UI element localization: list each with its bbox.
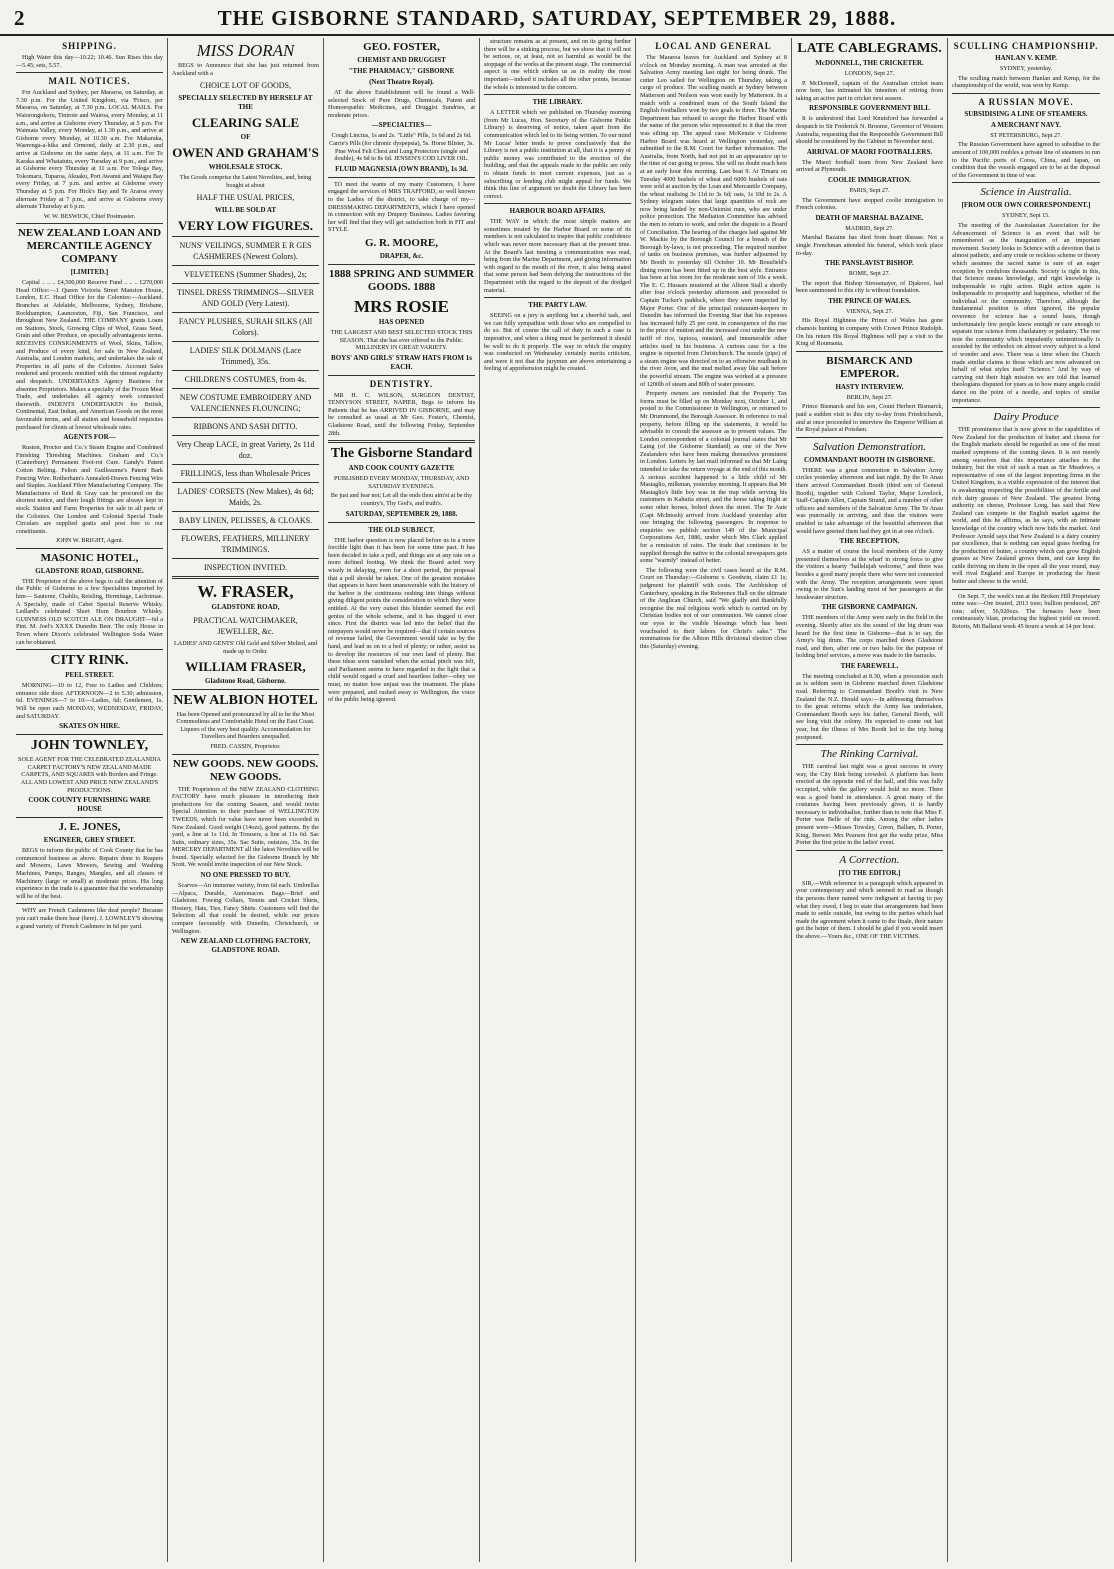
foster-shop: "THE PHARMACY," GISBORNE [348,67,455,75]
townley-text: SOLE AGENT FOR THE CELEBRATED ZEALANDIA CARPET FACTORY'S NEW ZEALAND MADE CARPETS, AND SQUARES with Borders and Fringe. ALL AND LOWEST AND PRICE NEW ZEALAND'S PRODUCTIONS. [18,756,161,794]
continued-text: structure remains as at present, and on its going further there will be a sinking process, but we show that it will not be serious, or, at least, not so harmful as would be the stoppage of the works at the present stage. The commercial aspect is one which strikes us as in reality the most important—indeed it includes all the other points, because the whole is interested in the concern. [484,38,631,91]
science-date: SYDNEY, Sept 15. [1002,212,1050,220]
specially-selected: SPECIALLY SELECTED BY HERSELF AT THE [178,94,313,112]
rink-heading: CITY RINK. [50,653,129,669]
choice-lot: CHOICE LOT OF GOODS, [200,81,291,91]
rosie-text: THE LARGEST AND BEST SELECTED STOCK THIS SEASON. That she has ever offered to the Public. MILLINERY IN GREAT VARIETY. [330,328,473,352]
item-7: RIBBONS AND SASH DITTO. [193,422,298,432]
item-12: FLOWERS, FEATHERS, MILLINERY TRIMMINGS. [181,534,310,555]
agents-signature: JOHN W. BRIGHT, Agent. [55,537,124,545]
cable-4-date: PARIS, Sept 27. [849,186,890,194]
item-3: FANCY PLUSHES, SURAH SILKS (All Colors). [178,317,313,338]
jones-heading: J. E. JONES, [58,821,121,834]
bismarck-date: BERLIN, Sept 27. [846,393,893,401]
science-heading: Science in Australia. [980,186,1072,199]
newspaper-title: THE GISBORNE STANDARD, SATURDAY, SEPTEMBER 29, 1888. [217,6,897,30]
cable-6-text: The report that Bishop Strossmayer, of Djakovo, had been summoned to this city is without foundation. [796,279,943,295]
scarves-text: Scarves—An immense variety, from 6d each. Umbrellas—Alpaca, Durable, Aumonacon. Bags—Brief and Gladstone. Fowing Collars, Tennis and Cricket Shirts, Hosiery, Hats, Ties, Fancy Shirts. Customers will find the Selection all that could be desired, while our prices compare favourably with Dunedin, Christchurch, or Wellington. [172,882,319,935]
dairy-heading: Dairy Produce [993,411,1059,424]
item-9: FRILLINGS, less than Wholesale Prices [180,469,311,479]
column-2 [168,38,324,1562]
shipping-text: High Water this day—10.22; 10.46. Sun Rises this day—5.45; sets, 5.57. [16,54,163,69]
paper-date: SATURDAY, SEPTEMBER 29, 1888. [345,509,458,518]
agents-text: Ruston, Proctor and Co.'s Steam Engine and Combined Finishing Threshing Machines. Graham and Co.'s (Canterbury) Permanent Foot-rot Cure. Gandy's Patent Cotton Belting. Felton and Guilleaume's Patent Bark Fencing Wire. Rotherham's Annealed-Drawn Fencing Wire and Staples. Auckland Fibre Manufacturing Company. The Manufactures of Reid & Gray can be procured on the shortest notice, and their lough fittings are always kept in stock. Station and Farm Properties for sale in all parts of the Colonies. Our London and Colonial Special Trade Circulars are supplied gratis and post free to our constituents. [16,444,163,535]
science-sub: [FROM OUR OWN CORRESPONDENT.] [961,201,1091,210]
column-3 [324,38,480,1562]
farewell-text: The meeting concluded at 8.30, when a procession such as is seldom seen in Gisborne marched down Gladstone road. Referring to Commandant Booth's visit to New Zealand the N.Z. Herald says:—In addressing themselves to the great reforms which the Army has undertaken, Commandant Booth says his father, General Booth, will see long visit the colony. He expected to come out last year, but the illness of Mrs Booth led to the trip being postponed. [796,672,943,741]
sculling-sub: HANLAN V. KEMP. [995,54,1057,62]
farewell-heading: THE FAREWELL. [840,661,899,670]
rink-text: MORNING—10 to 12, Free to Ladies and Children; entrance side door. AFTERNOON—2 to 5.30; admission, 6d. EVENINGS—7 to 10:—Ladies, 6d; Gentlemen, 1s. Will be open each MONDAY, WEDNESDAY, FRIDAY, and SATURDAY. [16,682,163,720]
bismarck-text: Prince Bismarck and his son, Count Herbert Bismarck, paid a sudden visit to this city to-day from Friedrichsruh, and at once proceeded to interview the Emperor William at the Royal palace at Potsdam. [796,403,943,434]
paper-motto: Be just and fear not; Let all the ends thou aim'st at be thy country's, Thy God's, and truth's. [330,492,473,508]
masthead [0,0,1114,36]
townley-heading: JOHN TOWNLEY, [30,738,149,754]
mail-signature: W. W. BESWICK, Chief Postmaster. [43,212,136,220]
cable-6-heading: THE PANSLAVIST BISHOP. [825,259,914,268]
foster-address: (Next Theatre Royal). [369,78,434,86]
french-cashmere-text: WHY are French Cashmeres like deaf people? Because you can't make them hear (here). J. LOWNLEY'S showing a grand variety of French Cashmere in 6d per yard. [16,907,163,930]
local-general-heading: LOCAL AND GENERAL [655,41,772,51]
doran-intro: BEGS to Announce that she has just returned from Auckland with a [172,62,319,77]
item-6: NEW COSTUME EMBROIDERY AND VALENCIENNES FLOUNCING; [179,393,312,414]
cable-3-text: The Maori football team from New Zealand have arrived at Plymouth. [796,158,943,174]
cable-2-heading: RESPONSIBLE GOVERNMENT BILL [809,104,930,113]
fluid-magnesia: FLUID MAGNESIA (OWN BRAND), 1s 3d. [335,164,468,173]
paper-name: The Gisborne Standard [330,446,473,462]
column-5 [636,38,792,1562]
science-text: The meeting of the Australasian Association for the Advancement of Science is an event that will be remembered as the inauguration of an important movement. Society looks to Science with a devotion that is almost pathetic, and any crude or reckless scheme or theory which assumes the sacred name is sure of an eager reception by credulous thousands. Society is right in this, that Science means knowledge, and right knowledge is indispensable to right action. Right action again is indispensable to prosperity and happiness, whether of the individual or the community. Therefore, although the fundamental position is often ignored, the popular reverence for science has a sound basis, though unfortunately few people know enough or care enough to separate true science from charlatanry or pedantry. The one note the community which impudently unintentionally is sounded by the orthodox on almost every subject is a kind of wonder and awe. There was a time when the Church made similar claims to those which are now advanced on behalf of what styles itself "Science." And by way of carrying out their high mission we are told that learned theologians disputed for years as to how many angels could dance on the point of a needle, and topics of similar importance. [952,221,1100,404]
fraser-address: Gladstone Road, Gisborne. [205,676,286,685]
russian-sub: SUBSIDISING A LINE OF STEAMERS. [964,109,1088,118]
dairy-text: THE prominence that is now given to the capabilities of New Zealand for the production of butter and cheese for the English markets should be regarded as one of the most marked symptoms of the coming dawn. It is not merely among ourselves that this importance attaches to the industry, but the visit of such a man as Sir Meadows, a representative of one of the largest importing firms in the United Kingdom, is a visible expression of the interest that is awakening respecting the possibilities of the fertile and rich dairy grasses of New Zealand. The greatest living authority on cheese, Professor Long, has said that New Zealand can compete in the English market against the world, and this he affirms, as he says, with an intimate knowledge of the country which now bids the market. And Professor Arnold says that New Zealand is a dairy country par excellence, that is nothing can equal grass feeding for the production of butter, a country which can grow English grasses as New Zealand grows them, and can keep the cattle thriving on them in the open all the year round, may well rival England and Europe in producing the finest butter and cheese in the world. [952,426,1100,586]
clearing-sale: CLEARING SALE [191,115,300,131]
cable-5-heading: DEATH OF MARSHAL BAZAINE. [815,213,924,222]
cable-4-heading: COOLIE IMMIGRATION. [827,175,912,184]
half-prices: HALF THE USUAL PRICES, [196,193,295,203]
navy-text: The Russian Government have agreed to subsidise to the amount of 100,000 roubles a private line of steamers to run to the Pacific ports of Corea, China, and Japan, on condition that the vessels engaged are to be at the disposal of the Government in time of war. [952,141,1100,179]
navy-date: ST PETERSBURG, Sept 27. [990,131,1062,139]
item-0: NUNS' VEILINGS, SUMMER E R GES CASHMERES (Newest Colors). [179,241,312,262]
sculling-text: The sculling match between Hanlan and Kemp, for the championship of the world, was won by Kemp. [952,74,1100,90]
jones-text: BEGS to inform the public of Cook County that he has commenced business as above. Repairs done to Reapers and Mowers, Lawn Mowers, Sewing and Washing Machines, Pumps, Ranges, Mangles, and all classes of Machinery (large or small) at moderate prices. His long experience in the trade is a guarantee that the workmanship will be of the best. [16,847,163,900]
moore-sub: DRAPER, &c. [379,251,424,260]
boys-girls-hats: BOYS' AND GIRLS' STRAW HATS FROM 1s EACH. [331,353,472,371]
fraser-trade: PRACTICAL WATCHMAKER, JEWELLER, &c. [193,616,298,637]
spring-year-right: 1888 [413,280,436,293]
will-be-sold: WILL BE SOLD AT [214,206,277,215]
broken-hill-text: On Sept. 7, the week's run at the Broken Hill Proprietary mine was:—Ore treated, 2013 tons; bullion produced, 287 tons; silver, 56,920ozs. The furnaces have been continuously blast, producing the highest yield on record. Retorts, Mt Ballarat week 45 hours a week at 14 per hour. [952,592,1100,631]
foster-heading: GEO. FOSTER, [363,41,440,53]
cable-1-text: P. McDonnell, captain of the Australian cricket team now here, has intimated his intention of retiring from taking an active part in cricket next season. [796,79,943,102]
no-one-pressed: NO ONE PRESSED TO BUY. [200,871,291,880]
very-low-figures: VERY LOW FIGURES. [178,218,313,234]
albion-text: Has been Opened and pronounced by all to be the Most Commodious and Comfortable Hotel on the East Coast. Liquors of the very best quality. Accommodation for Travellers and Boarders unequalled. [176,710,315,741]
fraser-text: LADIES' AND GENTS' Old Gold and Silver Melted, and made up to Order. [174,640,317,655]
sculling-heading: SCULLING CHAMPIONSHIP. [953,41,1099,51]
rink-sub: PEEL STREET. [65,671,114,680]
moore-text: TO meet the wants of my many Customers, I have engaged the services of MRS TRAFFORD, so well known to the Ladies of the district, to take charge of my— DRESSMAKING DEPARTMENTS, which I have opened in connection with my Drapery Business. Ladies favoring her will find that they will get satisfaction both in FIT and STYLE. [328,180,475,234]
fraser-sub: GLADSTONE ROAD, [211,603,280,612]
cable-5-text: Marshal Bazaine has died from heart disease. Not a single Frenchman attended his funeral, which took place to-day. [796,234,943,257]
reception-text: AS a matter of course the local members of the Army presented themselves at the wharf in strong force to give the visitors a hearty "hallelujah welcome," and there was besides a good many people there who were not connected with the Army. The reception arrangements were upset owing to the Sun's landing most of her passengers at the breakwater structure. [796,548,943,601]
doran-heading: MISS DORAN [196,41,295,60]
correction-text: SIR,—With reference to a paragraph which appeared in your contemporary and which seemed to read as though the persons there named were indignant at having to pay what they owed, I beg to state that arrangements had been made to settle outside, but owing to the parties which had made the agreement when it came to the finale, their nature got the better of them. I should be glad if you would insert the above.—Yours &c., ONE OF THE VICTIMS. [796,879,943,940]
moore-signature: G. R. MOORE, [364,236,439,249]
jones-sub: ENGINEER, GREY STREET. [43,836,136,845]
article-old-subject-text: THE harbor question is now placed before us in a more forcible light than it has been for some time past. It has been decided to take a poll, and things are at any rate on a more defined footing. We think the Board acted very wisely in delaying, even for a short period, the proposal that a poll should be taken. One of the greatest mistakes that appears to have been unanswerable with the history of the harbor is the continuous rushing into things without giving diligent points the consideration to which they were entitled. At the very outset this blunder seemed the evil genius of the whole scheme, and it has dogged it ever since. First the district was led into the belief that the ratepayers would never be required—that if certain sources of revenue failed, the Government would take us by the hand, and lead us on to a bed of plenty; or rather, assist us to develop the resources of our own land of plenty. But these ideas soon vanished when the actual pinch was felt, and Parliament seems to have regarded in the light that a child would regard a cruel and heartless father—obey we must, no matter how unjust was the treatment. The plans were prepared, and rushed away to Wellington, the voice of the public being ignored. [328,536,475,704]
harbour-heading: HARBOUR BOARD AFFAIRS. [509,207,606,216]
column-4 [480,38,636,1562]
carnival-heading: The Rinking Carnival. [820,748,919,761]
harbour-text: THE WAY in which the most simple matters are sometimes treated by the Harbor Board or some of its members is not calculated to inspire that public confidence which was never more necessary than at the present time. At the Board's last meeting a communication was read, being from the Marine Department, and giving information with regard to the mouth of the river, it also being stated that some person had been defying the instructions of the Department with the regard to the deposit of the dredged material. [484,218,631,294]
columns [12,38,1104,1562]
spring-summer [328,268,475,294]
party-text: SEEING on a jury is anything but a cheerful task, and we can fully sympathise with those who are compelled to do so. But of course the call of duty in such a case is imperative, and when a thing must be performed it should be well to do it properly. The way in which the enquiry was conducted on Wednesday certainly merits criticism, and were it not that the jurymen are above entertaining a feeling of apprehension might be created. [484,312,631,373]
bismarck-heading: BISMARCK AND EMPEROR. [826,354,913,380]
cable-7-date: VIENNA, Sept 27. [845,307,894,315]
local-general-text-2: Property owners are reminded that the Property Tax forms must be filled up on Monday next, October 1, and posted to the Commissioner in Wellington, or returned to Mr Drummond, the Borough Assessor. In reference to real property, before filling up the statements, it would be advisable to consult the assessor as to present values. The London correspondent of a colonial journal states that Mr Laing (of the Gisborne Standard) as one of the New Zealanders who have been making themselves prominent in London. Letters by last mail informed us that Mr Laing intended to take the return voyage at the end of this month. A serious accident happened to a little child of Mr Mastaglio, milkman, yesterday morning. It appears that Mr Mastaglio's little boy was in the trap while serving his customers in Kahutia street, and the horse taking fright at some other horses, bolted down the street. The Te Aute (Capt McIntosh) arrived from Auckland yesterday after one bringing the following passengers. In response to enquiries we publish section 149 of the Municipal Corporations Act, 1886, under which Mrs Clark applied for a remission of rates. The trade that continues to be supplied through the native to the colonial newspapers gets some "warmly" instead of better. [640,390,787,565]
skates-notice: SKATES ON HIRE. [59,722,120,731]
new-goods-heading: NEW GOODS. NEW GOODS. NEW GOODS. [172,757,319,783]
rosie-heading: MRS ROSIE [354,296,449,316]
library-heading: THE LIBRARY. [532,98,583,107]
inspection-invited: INSPECTION INVITED. [203,563,288,573]
factory-signature: NEW ZEALAND CLOTHING FACTORY, GLADSTONE ROAD. [180,937,311,955]
cable-1-heading: McDONNELL, THE CRICKETER. [815,59,924,67]
goods-text: The Goods comprise the Latest Novelties, and, being bought at about [179,174,312,189]
of-label: OF [240,133,251,142]
cable-2-text: It is understood that Lord Knutsford has forwarded a despatch to Sir Frederick N. Broome, Governor of Western Australia, requesting that the Responsible Government Bill should be considered by the Cabinet in November next. [796,115,943,146]
article-old-subject-heading: THE OLD SUBJECT. [368,525,435,534]
correction-sub: [TO THE EDITOR.] [838,868,901,877]
nz-loan-sub: [LIMITED.] [70,268,109,277]
paper-publication: PUBLISHED EVERY MONDAY, THURSDAY, AND SATURDAY EVENINGS. [333,475,470,490]
fraser-heading: W. FRASER, [197,582,294,602]
cable-5-date: MADRID, Sept 27. [845,224,894,232]
masonic-text: THE Proprietor of the above begs to call the attention of the Public of Gisborne to a few Specialties imported by him— Sauterne, Chablis, Reisling, Hermitage, Lachrimae. A Specialty, made of Cabet Special Reserve Whisky. Ledlard's celebrated Short Horn Bourbon Whisky. GUINNESS OLD SCOTCH ALE ON DRAUGHT—6d a Pint. M. Joel's XXXX Dunedin Beer. The only House in Town where Dixon's celebrated Wellington Soda Water can be obtained. [16,577,163,646]
item-10: LADIES' CORSETS (New Makes), 4s 6d; Maids, 2s. [177,487,314,508]
salvation-heading: Salvation Demonstration. [812,440,927,453]
spring-year-left: 1888 [328,267,351,280]
specialties-heading: —SPECIALTIES— [371,121,432,130]
item-1: VELVETEENS (Summer Shades), 2s; [184,270,307,280]
foster-text: AT the above Establishment will be found a Well-selected Stock of Pure Drugs, Chemicals, Patent and Homoeopathic Medicines, and Druggist Sundries, at moderate prices. [328,89,475,119]
cable-7-text: His Royal Highness the Prince of Wales has gone chamois hunting in company with Crown Prince Rudolph. On his return His Royal Highness will pay a visit to the King of Roumania. [796,317,943,348]
cable-4-text: The Government have stopped coolie immigration to French colonies. [796,196,943,212]
shipping-heading: SHIPPING. [62,41,117,51]
cable-6-date: ROME, Sept 27. [848,270,891,278]
navy-heading: A MERCHANT NAVY. [990,120,1062,129]
factory-text: THE Proprietors of the NEW ZEALAND CLOTHING FACTORY have much pleasure in introducing their productions for the coming Season, and would invite Special Attention to their purchase of WELLINGTON TWEEDS, which for value have never been exceeded in New Zealand. Good weight (14ozs), good patterns. By the yard, a line at 1s 11d. In Trousers, a line at 11s 6d. Sac Suits, ordinary sizes, 35s. Sac Suits, outsizes, 35s. In the MERCERY DEPARTMENT all the latest Novelties will be found. Specially selected for the Gisborne Branch by Mr Scott. We would invite inspection of our New Stock. [172,785,319,869]
salvation-text: THERE was a great commotion in Salvation Army circles yesterday afternoon and last night. By the Te Anau there arrived Commandant Booth (third son of General Booth), together with Colonel Taylor, Major Lovelock, Staff-Captain Allen, Captain Strand, and a number of other officers and members of the Salvation Army. The Te Anau was punctually in arriving, and thus the visitors were enabled to take advantage of the beautiful afternoon that would have greeted them had they got in at one o'clock. [796,466,943,535]
reception-heading: THE RECEPTION. [839,537,900,546]
specialties-text: Cough Linctus, 1s and 2s. "Little" Pills, 1s 6d and 2s 6d. Carrie's Pills (for chronic dyspepsia), 5s. Horse Blister, 3s. Pine Wool Felt Chest and Lung Protectors (single and double), 4s 6d to 8s 6d. JENSEN'S COD LIVER OIL. [329,132,474,163]
item-4: LADIES' SILK DOLMANS (Lace Trimmed), 35s. [189,346,302,367]
correction-heading: A Correction. [839,853,900,866]
cable-7-heading: THE PRINCE OF WALES. [828,296,911,305]
albion-heading: NEW ALBION HOTEL [173,692,318,708]
item-2: TINSEL DRESS TRIMMINGS—SILVER AND GOLD (Very Latest). [176,288,315,309]
rosie-sub: HAS OPENED [378,317,425,326]
dentistry-text: MR H. C. WILSON, SURGEON DENTIST, TENNYSON STREET, NAPIER, Begs to inform his Patients that he has ARRIVED IN GISBORNE, and may be consulted as usual at Mr Geo. Foster's, Chemist, Gladstone Road, until the following Friday, September 28th. [328,391,475,437]
masonic-heading: MASONIC HOTEL, [40,551,139,564]
page-number: 2 [14,6,25,30]
campaign-heading: THE GISBORNE CAMPAIGN. [821,603,918,612]
item-8: Very Cheap LACE, in great Variety, 2s 11d doz. [176,440,315,461]
nz-loan-text: Capital .. .. .. £4,500,000 Reserve Fund .. .. .. £270,000 Head Office:—1 Queen Victoria Street Mansion House, London, E.C. Head Office for the Colonies:—Auckland. Branches at Adelaide, Melbourne, Sydney, Brisbane, Rockhampton, Launceston, Fiji, San Francisco, and throughout New Zealand. THE COMPANY grants Loans on Stations, Stock, Growing Clips of Wool, Grass Seed, Grain and other Produce, on specially advantageous terms. RECEIVES CONSIGNMENTS of Wool, Skins, Tallow, and Produce of every kind, for sale in New Zealand, Australia, and London markets, and undertakes the sale of Properties in all parts of the Colonies. Account Sales rendered and proceeds remitted with the utmost regularity and despatch. UNDERTAKES Agency Business for absentee Proprietors. Makes a specialty of the Frozen Meat Trade, and undertakes all agency work connected therewith. INDENTS UNDERTAKEN for British, Continental, East Indian, and American Goods on the most favourable terms, and all station and household requisites purchased for clients at lowest wholesale rates. [16,279,163,431]
party-heading: THE PARTY LAW. [528,301,587,310]
wholesale-stock: WHOLESALE STOCK. [208,163,283,172]
cables-heading: LATE CABLEGRAMS. [797,41,942,56]
bismarck-sub: HASTY INTERVIEW. [835,382,904,391]
column-1 [12,38,168,1562]
masonic-sub: GLADSTONE ROAD, GISBORNE. [35,566,144,575]
agents-heading: AGENTS FOR— [63,433,116,442]
mail-text: For Auckland and Sydney, per Mararoa, on Saturday, at 7.30 p.m. For the United Kingdom, via 'Frisco, per Mararoa, on Saturday, at 7.30 p.m. LOCAL MAILS. For Waiorongokoru, Tinirote and Wairoa, every Monday, at 11 a.m., and arrive at Gisborne every Thursday, at 5 p.m. For Waimata Valley, every Monday, at 1.30 p.m., and arrive at Gisborne every Monday, at 10.30 a.m. For Makaraka, Waerenga-a-hika and Ormond, daily at 2.30 p.m., and arrive at Gisborne on the same days, at 11 a.m. For Te Karaka and Whatatutu, every Tuesday at 9 p.m., and arrive at Gisborne every Thursday at 11 a.m. For Tologa Bay, Tokomaru, Tuparoa, Akuaku, Port Awanui and Waiapu Bay every Friday, at 7 p.m. and arrive at Gisborne every Thursday at 5 p.m. For Hick's Bay and Te Araroa every alternate Friday at 7 p.m., and arrive at Gisborne every alternate Thursday at 6 p.m. [16,89,163,211]
carnival-text: THE carnival last night was a great success in every way, the City Rink being crowded. A platform has been erected at the opposite end of the hall, and this was fully occupied, while the gallery would hold no more. There was a good band in attendance. A great many of the costumes having been previously given, it is hardly necessary to individualise, further than to note that Miss F. Porter was Belle of the rink. Among the other ladies present were—Misses Towsley, Green, Ballam, B. Porter, King, Brewer. Mrs Pearson first got the waltz prize, Miss Porter the first prize in the ladies' event. [796,763,943,847]
local-general-text-3: The following were the civil cases heard at the R.M. Court on Thursday:—Gisborne v. Goodwin, claim £1 1s; judgment for plaintiff with costs. The Archbishop of Canterbury, speaking in the Reference Hall on the ultimate of the Anglican Church, said "We gladly and thankfully recognise the real religious work which is carried on by Christian bodies not of our communion. We cannot close our eyes to the visible blessings which has been vouchsafed to their labors for Christ's sake." The nominations for the Albion Hills divisional election close this (Saturday) evening. [640,566,787,650]
paper-sub: AND COOK COUNTY GAZETTE [348,464,455,473]
cable-1-date: LONDON, Sept 27. [844,70,895,77]
library-text: A LETTER which we published on Thursday morning (from Mr Lucas, Hon. Secretary of the Gisborne Public Library) is deserving of notice, taken apart from the communication which led to its being written. To our mind Mr Lucas' letter tends to prove conclusively that the Library is not a public institution at all, that it is a penny of public money was contributed to the erection of the building, and that the appeals made to the public are only to obtain funds to meet current expenses, just as a subscribing or lending club might appeal for funds. We think this line of argument no doubt the Library has been correct. [484,109,631,200]
cook-county-furnishing: COOK COUNTY FURNISHING WARE HOUSE [28,796,151,814]
item-11: BABY LINEN, PELISSES, & CLOAKS. [178,516,313,526]
nz-loan-heading: NEW ZEALAND LOAN AND MERCANTILE AGENCY COMPANY [17,227,162,266]
dentistry-heading: DENTISTRY. [369,378,434,389]
albion-signature: FRED. CASSIN, Proprietor. [210,742,281,750]
local-general-text: The Mararoa leaves for Auckland and Sydney at 8 o'clock on Monday morning. A man was arrested at the Salvation Army meeting last night for being drunk. The cutter Leo sailed for Wellington on Thursday, taking a cargo of produce. The sculling match at Sydney between Matterson and Neilson was won easily by Matterson. In a match with a combined team of the South Island the English footballers won by two goals to three. The Marine Department has refused to accept the Harbor Board with the name of the person who represented to it that the river was silting up. The appeal case McKenzie v Gisborne Harbor Board was heard at Wellington yesterday, and submitted to the R.M. Court for further information. The Australia, from North, had not put in an appearance up to the time of our going to press. She will no doubt reach here at an early hour this morning. Last boat 9. At Timaru on Tuesday 4000 bushels of wheat and 6000 bushels of oats were sold at auction by the Loan and Mercantile Company, the wheat realising 3s 11d to 3s 6d; oats, 1s 10d to 2s. A Sydney telegram states that large quantities of rock are now being landed by non-Unionist men, who are under police protection. The Mediation Committee has advised the men to return to work, and refer the dispute to a Board of Conciliation. The hearing of the charges laid against Mr W. Mackie by the Borough Council for a breach of the Borough by-laws, is not proceeding. The required number of tanks on business premises, was further adjourned by Mr Booth to yesterday till October 10. Mr Bousfield's dining room has been fitted up in the best style. Entrance has been at his room for the moderate sum of 10s a week. The E. C. Hussars mustered at the Albion Stall a shortly after four o'clock yesterday afternoon and proceeded to Captain Tucker's paddock, where they were inspected by Major Porter. One of the principal restaurant-keepers in Dunedin has informed the Evening Star that his expenses has increased fully 25 per cent. in consequence of the rise in the price of mutton and the increased cost under the new tariff of rice, tapioca, mustard, and innumerable other articles used in his business. A curious case for a fire engine is reported from Christchurch. The nozzle (pipe) of a steam engine was directed on to an offensive mudbank in the river Avon, and the mud melted away like salt before the powerful stream. The engine was worked at a pressure of 1200lb of steam and 80lb of water pressure. [640,54,787,388]
spring-summer-label: SPRING AND SUMMER GOODS. [353,267,475,293]
sculling-date: SYDNEY, yesterday. [999,65,1053,72]
mail-heading: MAIL NOTICES. [48,76,131,87]
column-6 [792,38,948,1562]
foster-sub: CHEMIST AND DRUGGIST [357,56,446,64]
cable-3-heading: ARRIVAL OF MAORI FOOTBALLERS. [806,147,933,156]
campaign-text: THE members of the Army were early in the field in the evening. Shortly after six the sound of the big drum was heard for the first time in Gisborne—that is to say, the Army's big drum. The corps marched down Gladstone road, and then, after one or two halts for the purpose of holding brief services, a move was made to the barracks. [796,614,943,660]
column-7 [948,38,1104,1562]
fraser-signature: WILLIAM FRASER, [185,658,306,674]
item-5: CHILDREN'S COSTUMES, from 4s. [184,375,307,385]
salvation-sub: COMMANDANT BOOTH IN GISBORNE. [804,455,935,464]
owen-graham: OWEN AND GRAHAM'S [172,145,319,161]
russian-heading: A RUSSIAN MOVE. [978,96,1074,107]
